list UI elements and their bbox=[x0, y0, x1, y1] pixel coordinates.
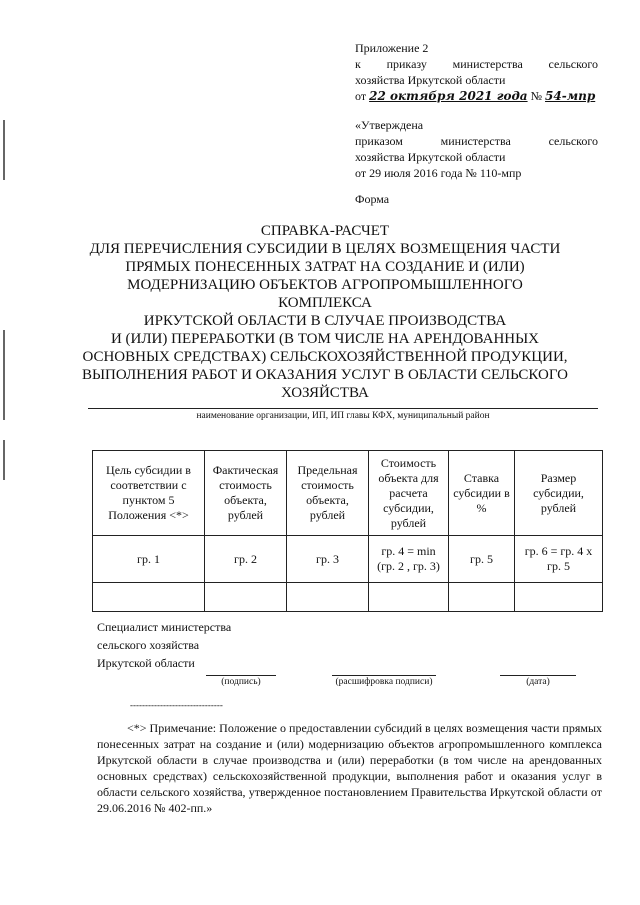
organization-line bbox=[88, 408, 598, 409]
table-header-cell: Фактическая стоимость объекта, рублей bbox=[205, 451, 287, 536]
specialist-line: сельского хозяйства bbox=[97, 638, 200, 652]
number-prefix: № bbox=[530, 89, 543, 103]
table-row bbox=[93, 583, 603, 612]
scan-margin-mark bbox=[3, 120, 5, 180]
specialist-line: Специалист министерства bbox=[97, 620, 232, 634]
form-label: Форма bbox=[355, 192, 390, 206]
title-line: ДЛЯ ПЕРЕЧИСЛЕНИЯ СУБСИДИИ В ЦЕЛЯХ ВОЗМЕЩЕНИЯ ЧАСТИ bbox=[89, 241, 561, 257]
appendix-block bbox=[355, 40, 598, 104]
document-title bbox=[80, 222, 570, 402]
table-header-cell: Цель субсидии в соответствии с пунктом 5 Положения <*> bbox=[93, 451, 205, 536]
appendix-line-2 bbox=[355, 56, 598, 72]
table-cell bbox=[93, 583, 205, 612]
approved-line-1: «Утверждена bbox=[355, 118, 424, 132]
appendix-word: сельского bbox=[548, 57, 598, 71]
scan-margin-mark bbox=[3, 440, 5, 480]
appendix-word: приказу bbox=[386, 57, 427, 71]
title-line: ИРКУТСКОЙ ОБЛАСТИ В СЛУЧАЕ ПРОИЗВОДСТВА bbox=[143, 313, 507, 329]
appendix-line-3: хозяйства Иркутской области bbox=[355, 73, 506, 87]
table-cell: гр. 4 = min (гр. 2 , гр. 3) bbox=[369, 536, 449, 583]
table-header-cell: Ставка субсидии в % bbox=[449, 451, 515, 536]
title-line: ХОЗЯЙСТВА bbox=[281, 385, 369, 401]
specialist-block bbox=[97, 618, 231, 672]
handwritten-date: 22 октября 2021 года bbox=[369, 89, 528, 103]
date-caption: (дата) bbox=[526, 677, 550, 687]
approved-line-4: от 29 июля 2016 года № 110-мпр bbox=[355, 166, 522, 180]
table-cell: гр. 1 bbox=[93, 536, 205, 583]
handwritten-number: 54-мпр bbox=[545, 89, 596, 103]
footnote-separator: ------------------------------- bbox=[130, 700, 223, 710]
title-line: ПРЯМЫХ ПОНЕСЕННЫХ ЗАТРАТ НА СОЗДАНИЕ И (ИЛИ) bbox=[125, 259, 525, 275]
approved-line-3: хозяйства Иркутской области bbox=[355, 150, 506, 164]
signature-caption: (подпись) bbox=[221, 677, 261, 687]
table-row bbox=[93, 536, 603, 583]
approved-line-2 bbox=[355, 133, 598, 149]
table-cell bbox=[449, 583, 515, 612]
title-line: ВЫПОЛНЕНИЯ РАБОТ И ОКАЗАНИЯ УСЛУГ В ОБЛАСТИ СЕЛЬСКОГО bbox=[81, 367, 569, 383]
approved-block bbox=[355, 117, 598, 181]
signature-line bbox=[206, 675, 276, 676]
appendix-word: к bbox=[355, 57, 361, 71]
decoding-line bbox=[332, 675, 436, 676]
table-cell bbox=[287, 583, 369, 612]
appendix-date-line bbox=[355, 88, 598, 104]
calculation-table bbox=[92, 450, 603, 612]
appendix-title: Приложение 2 bbox=[355, 41, 429, 55]
table-cell: гр. 6 = гр. 4 x гр. 5 bbox=[515, 536, 603, 583]
footnote-note: <*> Примечание: Положение о предоставлении субсидий в целях возмещения части прямых понесенных затрат на создание и (или) модернизацию объектов агропромышленного комплекса Иркутской области в случае производства и (или) переработки (в том числе на арендованных основных средствах) сельскохозяйственной продукции, выполнения работ и оказания услуг в области сельского хозяйства, утвержденное постановлением Правительства Иркутской области от 29.06.2016 № 402-пп.» bbox=[97, 721, 602, 815]
specialist-line: Иркутской области bbox=[97, 656, 195, 670]
table-cell bbox=[369, 583, 449, 612]
table-cell: гр. 2 bbox=[205, 536, 287, 583]
title-line: И (ИЛИ) ПЕРЕРАБОТКИ (В ТОМ ЧИСЛЕ НА АРЕНДОВАННЫХ bbox=[110, 331, 540, 347]
table-cell bbox=[515, 583, 603, 612]
table-cell bbox=[205, 583, 287, 612]
title-line: ОСНОВНЫХ СРЕДСТВАХ) СЕЛЬСКОХОЗЯЙСТВЕННОЙ ПРОДУКЦИИ, bbox=[82, 349, 568, 365]
scan-margin-mark bbox=[3, 330, 5, 420]
decoding-caption: (расшифровка подписи) bbox=[335, 677, 433, 687]
appendix-word: министерства bbox=[452, 57, 523, 71]
approved-word: приказом bbox=[355, 134, 403, 148]
date-prefix: от bbox=[355, 89, 367, 103]
table-header-cell: Предельная стоимость объекта, рублей bbox=[287, 451, 369, 536]
approved-word: сельского bbox=[548, 134, 598, 148]
table-header-cell: Стоимость объекта для расчета субсидии, рублей bbox=[369, 451, 449, 536]
title-line: МОДЕРНИЗАЦИЮ ОБЪЕКТОВ АГРОПРОМЫШЛЕННОГО КОМПЛЕКСА bbox=[127, 277, 523, 311]
date-line bbox=[500, 675, 576, 676]
table-cell: гр. 3 bbox=[287, 536, 369, 583]
title-line: СПРАВКА-РАСЧЕТ bbox=[260, 223, 390, 239]
table-header-row bbox=[93, 451, 603, 536]
organization-caption: наименование организации, ИП, ИП главы КФХ, муниципальный район bbox=[196, 411, 490, 421]
table-header-cell: Размер субсидии, рублей bbox=[515, 451, 603, 536]
table-cell: гр. 5 bbox=[449, 536, 515, 583]
approved-word: министерства bbox=[440, 134, 511, 148]
